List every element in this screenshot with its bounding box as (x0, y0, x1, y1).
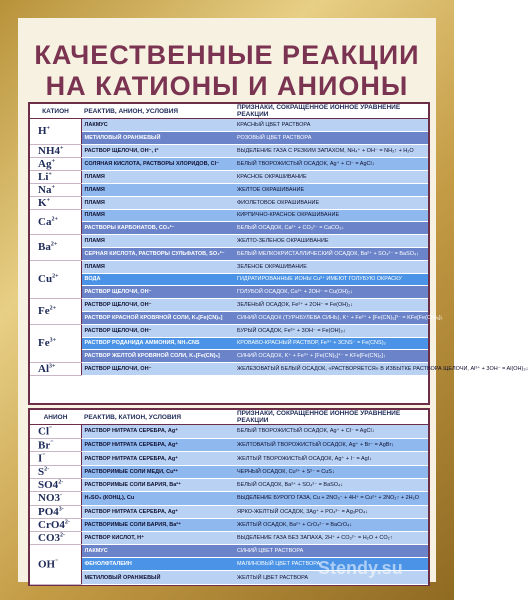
reaction-sign-cell: ВЫДЕЛЕНИЕ ГАЗА С РЕЗКИМ ЗАПАХОМ, NH₄⁺ + OH⁻ = NH₃↑ + H₂O (234, 144, 428, 157)
anion-ion-charge: 2- (60, 532, 65, 539)
reagent-cell: РАСТВОР ЩЕЛОЧИ, OH⁻ (81, 363, 234, 376)
reagent-cell: РАСТВОРИМЫЕ СОЛИ БАРИЯ, Ba²⁺ (81, 518, 234, 531)
cation-ion-formula (30, 235, 81, 261)
anion-ion-symbol: SO4 (38, 479, 59, 492)
cation-ion-charge: 2+ (49, 305, 57, 312)
table-row (30, 170, 428, 183)
cation-table-header (30, 104, 428, 119)
anion-ion-charge: - (60, 492, 62, 499)
reaction-sign-cell: КРАСНОЕ ОКРАШИВАНИЕ (234, 170, 428, 183)
cation-ion-charge: + (48, 170, 52, 177)
table-row (30, 299, 428, 312)
reaction-sign-cell: ВЫДЕЛЕНИЕ БУРОГО ГАЗА, Cu + 2NO₃⁻ + 4H⁺ = Cu²⁺ + 2NO₂↑ + 2H₂O (234, 492, 428, 505)
table-row (30, 337, 428, 350)
reagent-cell: ПЛАМЯ (81, 183, 234, 196)
header-cation: КАТИОН (30, 104, 81, 119)
cation-ion-formula (30, 363, 81, 376)
anion-ion-formula (30, 518, 81, 531)
reaction-sign-cell: КРАСНЫЙ ЦВЕТ РАСТВОРА (234, 119, 428, 132)
anion-ion-formula (30, 505, 81, 518)
reagent-cell: ВОДА (81, 273, 234, 286)
cation-ion-charge: 2+ (52, 273, 59, 280)
reaction-sign-cell: ЖЕЛТО-ЗЕЛЕНОЕ ОКРАШИВАНИЕ (234, 235, 428, 248)
cation-ion-symbol: Fe (38, 337, 50, 350)
table-row (30, 131, 428, 144)
anion-ion-formula (30, 452, 81, 466)
reagent-cell: СЕРНАЯ КИСЛОТА, РАСТВОРЫ СУЛЬФАТОВ, SO₄²⁻ (81, 247, 234, 260)
cation-ion-symbol: Ag (38, 157, 52, 170)
cation-ion-formula (30, 260, 81, 298)
header-reagent: РЕАКТИВ, КАТИОН, УСЛОВИЯ (81, 410, 234, 425)
cation-ion-charge: + (46, 196, 50, 203)
anion-ion-symbol: OH (38, 558, 56, 571)
reaction-sign-cell: ЧЕРНЫЙ ОСАДОК, Cu²⁺ + S²⁻ = CuS↓ (234, 465, 428, 478)
table-row (30, 545, 428, 558)
anion-ion-formula (30, 425, 81, 439)
header-reagent: РЕАКТИВ, АНИОН, УСЛОВИЯ (81, 104, 234, 119)
table-row (30, 196, 428, 209)
reaction-sign-cell: ГИДРАТИРОВАННЫЕ ИОНЫ Cu²⁺ ИМЕЮТ ГОЛУБУЮ ОКРАСКУ (234, 273, 428, 286)
cation-table (30, 104, 528, 376)
cation-ion-symbol: Al (38, 363, 49, 376)
cation-ion-charge: + (60, 144, 64, 151)
anion-ion-symbol: S (38, 466, 45, 479)
reaction-sign-cell: БУРЫЙ ОСАДОК, Fe³⁺ + 3OH⁻ = Fe(OH)₃↓ (234, 324, 428, 337)
reaction-sign-cell: БЕЛЫЙ ОСАДОК, Ba²⁺ + SO₄²⁻ = BaSO₄↓ (234, 479, 428, 492)
cation-ion-symbol: Na (38, 183, 52, 196)
reagent-cell: H₂SO₄ (КОНЦ.), Cu (81, 492, 234, 505)
reaction-sign-cell: СИНИЙ ОСАДОК, K⁺ + Fe³⁺ + [Fe(CN)₆]⁴⁻ = KFe[Fe(CN)₆]↓ (234, 350, 428, 363)
reaction-sign-cell: СИНИЙ ЦВЕТ РАСТВОРА (234, 545, 428, 558)
reagent-cell: РАСТВОР КРАСНОЙ КРОВЯНОЙ СОЛИ, K₃[Fe(CN)₆] (81, 311, 234, 324)
cation-ion-formula (30, 144, 81, 157)
reaction-sign-cell: ЖЕЛЕЗОВАТЫЙ БЕЛЫЙ ОСАДОК, «РАСТВОРЯЕТСЯ» В ИЗБЫТКЕ РАСТВОРА ЩЕЛОЧИ, Al³⁺ + 3OH⁻ = Al(OH)₃↓ (234, 363, 428, 376)
poster-title (18, 40, 436, 102)
reagent-cell: МЕТИЛОВЫЙ ОРАНЖЕВЫЙ (81, 131, 234, 144)
table-row (30, 465, 428, 478)
table-row (30, 425, 428, 439)
cation-ion-formula (30, 170, 81, 183)
reagent-cell: РАСТВОР НИТРАТА СЕРЕБРА, Ag⁺ (81, 438, 234, 452)
reagent-cell: РАСТВОР НИТРАТА СЕРЕБРА, Ag⁺ (81, 425, 234, 439)
anion-ion-charge: 2- (64, 519, 70, 526)
reagent-cell: ПЛАМЯ (81, 196, 234, 209)
table-row (30, 144, 428, 157)
reaction-sign-cell: ВЫДЕЛЕНИЕ ГАЗА БЕЗ ЗАПАХА, 2H⁺ + CO₃²⁻ = H₂O + CO₂↑ (234, 531, 428, 544)
anion-ion-charge: 3- (58, 505, 64, 512)
table-row (30, 222, 428, 235)
reagent-cell: РАСТВОРЫ КАРБОНАТОВ, CO₃²⁻ (81, 222, 234, 235)
cation-table-body (30, 119, 528, 376)
reagent-cell: РАСТВОР НИТРАТА СЕРЕБРА, Ag⁺ (81, 505, 234, 518)
reaction-sign-cell: БЕЛЫЙ ТВОРОЖИСТЫЙ ОСАДОК, Ag⁺ + Cl⁻ = AgCl↓ (234, 425, 428, 439)
anion-ion-charge: ⁻ (42, 453, 46, 460)
reaction-sign-cell: БЕЛЫЙ ОСАДОК, Ca²⁺ + CO₃²⁻ = CaCO₃↓ (234, 222, 428, 235)
reaction-sign-cell: ЗЕЛЕНОЕ ОКРАШИВАНИЕ (234, 260, 428, 273)
table-row (30, 183, 428, 196)
cation-ion-charge: + (51, 157, 55, 164)
reaction-sign-cell: БЕЛЫЙ МЕЛКОКРИСТАЛЛИЧЕСКИЙ ОСАДОК, Ba²⁺ + SO₄²⁻ = BaSO₄↓ (234, 247, 428, 260)
table-row (30, 350, 428, 363)
table-row (30, 492, 428, 505)
anion-table-header (30, 410, 428, 425)
anion-ion-charge: ⁻ (50, 439, 54, 446)
cation-ion-symbol: H (38, 125, 47, 138)
reaction-sign-cell: ЖЕЛТЫЙ ТВОРОЖИСТЫЙ ОСАДОК, Ag⁺ + I⁻ = AgI↓ (234, 452, 428, 466)
poster-board (18, 18, 528, 582)
reagent-cell: РАСТВОР ЩЕЛОЧИ, OH⁻ (81, 324, 234, 337)
reaction-sign-cell: ЖЕЛТОВАТЫЙ ТВОРОЖИСТЫЙ ОСАДОК, Ag⁺ + Br⁻ = AgBr↓ (234, 438, 428, 452)
anion-ion-symbol: Br (38, 439, 51, 452)
table-row (30, 363, 428, 376)
cation-ion-symbol: Li (38, 170, 49, 183)
reagent-cell: РАСТВОР КИСЛОТ, H⁺ (81, 531, 234, 544)
anion-ion-formula (30, 465, 81, 478)
header-signs: ПРИЗНАКИ, СОКРАЩЕННОЕ ИОННОЕ УРАВНЕНИЕ РЕАКЦИИ (234, 104, 428, 119)
reagent-cell: ЛАКМУС (81, 545, 234, 558)
reaction-sign-cell: КИРПИЧНО-КРАСНОЕ ОКРАШИВАНИЕ (234, 209, 428, 222)
anion-ion-charge: ⁻ (55, 559, 59, 566)
reagent-cell: ПЛАМЯ (81, 235, 234, 248)
reaction-sign-cell: БЕЛЫЙ ТВОРОЖИСТЫЙ ОСАДОК, Ag⁺ + Cl⁻ = AgCl↓ (234, 157, 428, 170)
reagent-cell: ФЕНОЛФТАЛЕИН (81, 558, 234, 571)
reaction-sign-cell: МАЛИНОВЫЙ ЦВЕТ РАСТВОРА (234, 558, 428, 571)
reaction-sign-cell: ЖЕЛТОЕ ОКРАШИВАНИЕ (234, 183, 428, 196)
reagent-cell: ЛАКМУС (81, 119, 234, 132)
reagent-cell: РАСТВОР ЩЕЛОЧИ, OH⁻, t° (81, 144, 234, 157)
reagent-cell: МЕТИЛОВЫЙ ОРАНЖЕВЫЙ (81, 571, 234, 584)
reaction-sign-cell: РОЗОВЫЙ ЦВЕТ РАСТВОРА (234, 131, 428, 144)
cation-ion-formula (30, 119, 81, 145)
reagent-cell: РАСТВОР РОДАНИДА АММОНИЯ, NH₄CNS (81, 337, 234, 350)
reaction-sign-cell: ГОЛУБОЙ ОСАДОК, Cu²⁺ + 2OH⁻ = Cu(OH)₂↓ (234, 286, 428, 299)
reaction-sign-cell: ЯРКО-ЖЕЛТЫЙ ОСАДОК, 3Ag⁺ + PO₄³⁻ = Ag₃PO₄↓ (234, 505, 428, 518)
cation-ion-formula (30, 324, 81, 362)
cation-ion-symbol: K (38, 196, 47, 209)
watermark-logo: Stendy.su (318, 558, 403, 578)
cation-ion-charge: + (46, 125, 50, 132)
cation-ion-charge: + (51, 183, 55, 190)
table-row (30, 438, 428, 452)
reagent-cell: РАСТВОР ЩЕЛОЧИ, OH⁻ (81, 299, 234, 312)
reaction-sign-cell: КРОВАВО-КРАСНЫЙ РАСТВОР, Fe³⁺ + 3CNS⁻ = Fe(CNS)₃ (234, 337, 428, 350)
table-row (30, 518, 428, 531)
anion-ion-symbol: I (38, 452, 43, 465)
anion-ion-formula (30, 492, 81, 505)
cation-ion-charge: 3+ (49, 363, 56, 370)
cation-ion-symbol: Ba (38, 241, 51, 254)
table-row (30, 505, 428, 518)
table-row (30, 531, 428, 544)
reaction-sign-cell: ЖЕЛТЫЙ ОСАДОК, Ba²⁺ + CrO₄²⁻ = BaCrO₄↓ (234, 518, 428, 531)
cation-ion-formula (30, 209, 81, 235)
anion-ion-symbol: NO3 (38, 492, 60, 505)
table-row (30, 273, 428, 286)
table-row (30, 286, 428, 299)
anion-ion-formula (30, 531, 81, 544)
anion-ion-charge: 2- (44, 466, 50, 473)
title-line-2: НА КАТИОНЫ И АНИОНЫ (45, 71, 409, 101)
table-row (30, 247, 428, 260)
reagent-cell: РАСТВОР НИТРАТА СЕРЕБРА, Ag⁺ (81, 452, 234, 466)
anion-ion-charge: ⁻ (49, 426, 53, 432)
cation-ion-symbol: Ca (38, 215, 52, 228)
cation-ion-formula (30, 183, 81, 196)
anion-ion-formula (30, 438, 81, 452)
reaction-sign-cell: ЖЕЛТЫЙ ЦВЕТ РАСТВОРА (234, 571, 428, 584)
header-anion: АНИОН (30, 410, 81, 425)
reagent-cell: РАСТВОРИМЫЕ СОЛИ БАРИЯ, Ba²⁺ (81, 479, 234, 492)
anion-ion-symbol: Cl (38, 425, 49, 438)
cation-ion-formula (30, 299, 81, 325)
reaction-sign-cell: ЗЕЛЕНЫЙ ОСАДОК, Fe²⁺ + 2OH⁻ = Fe(OH)₂↓ (234, 299, 428, 312)
header-signs: ПРИЗНАКИ, СОКРАЩЕННОЕ ИОННОЕ УРАВНЕНИЕ РЕАКЦИИ (234, 410, 428, 425)
anion-ion-formula (30, 479, 81, 492)
table-row (30, 260, 428, 273)
cation-ion-formula (30, 157, 81, 170)
table-row (30, 209, 428, 222)
anion-ion-symbol: CO3 (38, 532, 60, 544)
reagent-cell: ПЛАМЯ (81, 209, 234, 222)
cation-table-panel (28, 102, 528, 405)
anion-ion-symbol: CrO4 (38, 518, 65, 531)
cation-ion-charge: 3+ (49, 337, 57, 344)
table-row (30, 157, 428, 170)
table-row (30, 479, 428, 492)
cation-ion-charge: 2+ (51, 216, 58, 223)
reagent-cell: РАСТВОРИМЫЕ СОЛИ МЕДИ, Cu²⁺ (81, 465, 234, 478)
cation-ion-symbol: NH4 (38, 144, 60, 157)
table-row (30, 452, 428, 466)
anion-ion-formula (30, 545, 81, 585)
cation-ion-formula (30, 196, 81, 209)
table-row (30, 235, 428, 248)
reagent-cell: ПЛАМЯ (81, 260, 234, 273)
reagent-cell: РАСТВОР ЩЕЛОЧИ, OH⁻ (81, 286, 234, 299)
reagent-cell: РАСТВОР ЖЕЛТОЙ КРОВЯНОЙ СОЛИ, K₄[Fe(CN)₆] (81, 350, 234, 363)
reaction-sign-cell: ФИОЛЕТОВОЕ ОКРАШИВАНИЕ (234, 196, 428, 209)
table-row (30, 324, 428, 337)
title-line-1: КАЧЕСТВЕННЫЕ РЕАКЦИИ (34, 40, 420, 70)
table-row (30, 119, 428, 132)
reagent-cell: СОЛЯНАЯ КИСЛОТА, РАСТВОРЫ ХЛОРИДОВ, Cl⁻ (81, 157, 234, 170)
table-row (30, 311, 428, 324)
anion-ion-charge: 2- (58, 479, 64, 486)
cation-ion-symbol: Cu (38, 273, 53, 286)
cation-ion-charge: 2+ (50, 241, 58, 248)
reaction-sign-cell: СИНИЙ ОСАДОК (ТУРНБУЛЕВА СИНЬ), K⁺ + Fe²⁺ + [Fe(CN)₆]³⁻ = KFe[Fe(CN)₆]↓ (234, 311, 428, 324)
reagent-cell: ПЛАМЯ (81, 170, 234, 183)
anion-ion-symbol: PO4 (38, 505, 59, 518)
cation-ion-symbol: Fe (38, 305, 50, 318)
